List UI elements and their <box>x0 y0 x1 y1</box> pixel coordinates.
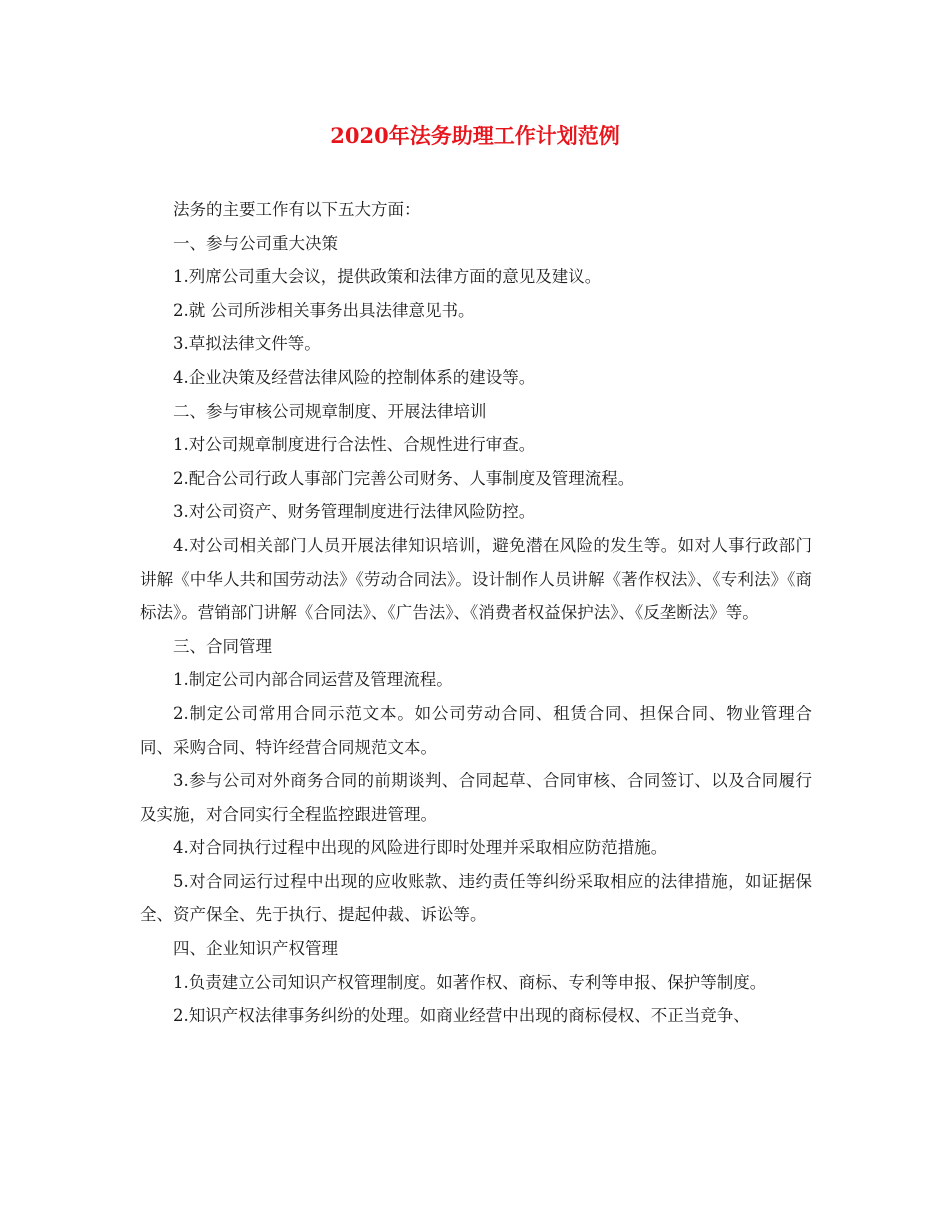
section-heading-2: 二、参与审核公司规章制度、开展法律培训 <box>173 401 487 421</box>
list-item: 2.配合公司行政人事部门完善公司财务、人事制度及管理流程。 <box>173 468 635 488</box>
list-item: 3.对公司资产、财务管理制度进行法律风险防控。 <box>173 502 536 522</box>
section-heading-1: 一、参与公司重大决策 <box>173 233 338 253</box>
document-title: 2020年法务助理工作计划范例 <box>330 123 620 148</box>
section-heading-3: 三、合同管理 <box>173 636 272 656</box>
list-item: 5.对合同运行过程中出现的应收账款、违约责任等纠纷采取相应的法律措施，如证据保全、资产保全、先于执行、提起仲裁、诉讼等。 <box>140 871 812 925</box>
list-item: 2.知识产权法律事务纠纷的处理。如商业经营中出现的商标侵权、不正当竞争、 <box>173 1006 750 1026</box>
list-item: 4.对合同执行过程中出现的风险进行即时处理并采取相应防范措施。 <box>173 838 668 858</box>
list-item: 1.对公司规章制度进行合法性、合规性进行审查。 <box>173 435 536 455</box>
list-item: 2.制定公司常用合同示范文本。如公司劳动合同、租赁合同、担保合同、物业管理合同、采购合同、特许经营合同规范文本。 <box>140 703 812 757</box>
list-item: 3.草拟法律文件等。 <box>173 334 321 354</box>
list-item: 3.参与公司对外商务合同的前期谈判、合同起草、合同审核、合同签订、以及合同履行及实施，对合同实行全程监控跟进管理。 <box>140 771 812 824</box>
section-heading-4: 四、企业知识产权管理 <box>173 939 338 959</box>
list-item: 2.就 公司所涉相关事务出具法律意见书。 <box>173 300 475 320</box>
paragraph-intro: 法务的主要工作有以下五大方面： <box>173 200 421 219</box>
list-item: 1.列席公司重大会议，提供政策和法律方面的意见及建议。 <box>173 267 602 287</box>
list-item: 4.对公司相关部门人员开展法律知识培训，避免潜在风险的发生等。如对人事行政部门讲解《中华人共和国劳动法》《劳动合同法》。设计制作人员讲解《著作权法》、《专利法》《商标法》。营销部门讲解《合同法》、《广告法》、《消费者权益保护法》、《反垄断法》等。 <box>140 535 812 623</box>
list-item: 1.负责建立公司知识产权管理制度。如著作权、商标、专利等申报、保护等制度。 <box>173 972 767 992</box>
document-body <box>140 193 812 1033</box>
list-item: 1.制定公司内部合同运营及管理流程。 <box>173 670 453 690</box>
list-item: 4.企业决策及经营法律风险的控制体系的建设等。 <box>173 367 536 387</box>
